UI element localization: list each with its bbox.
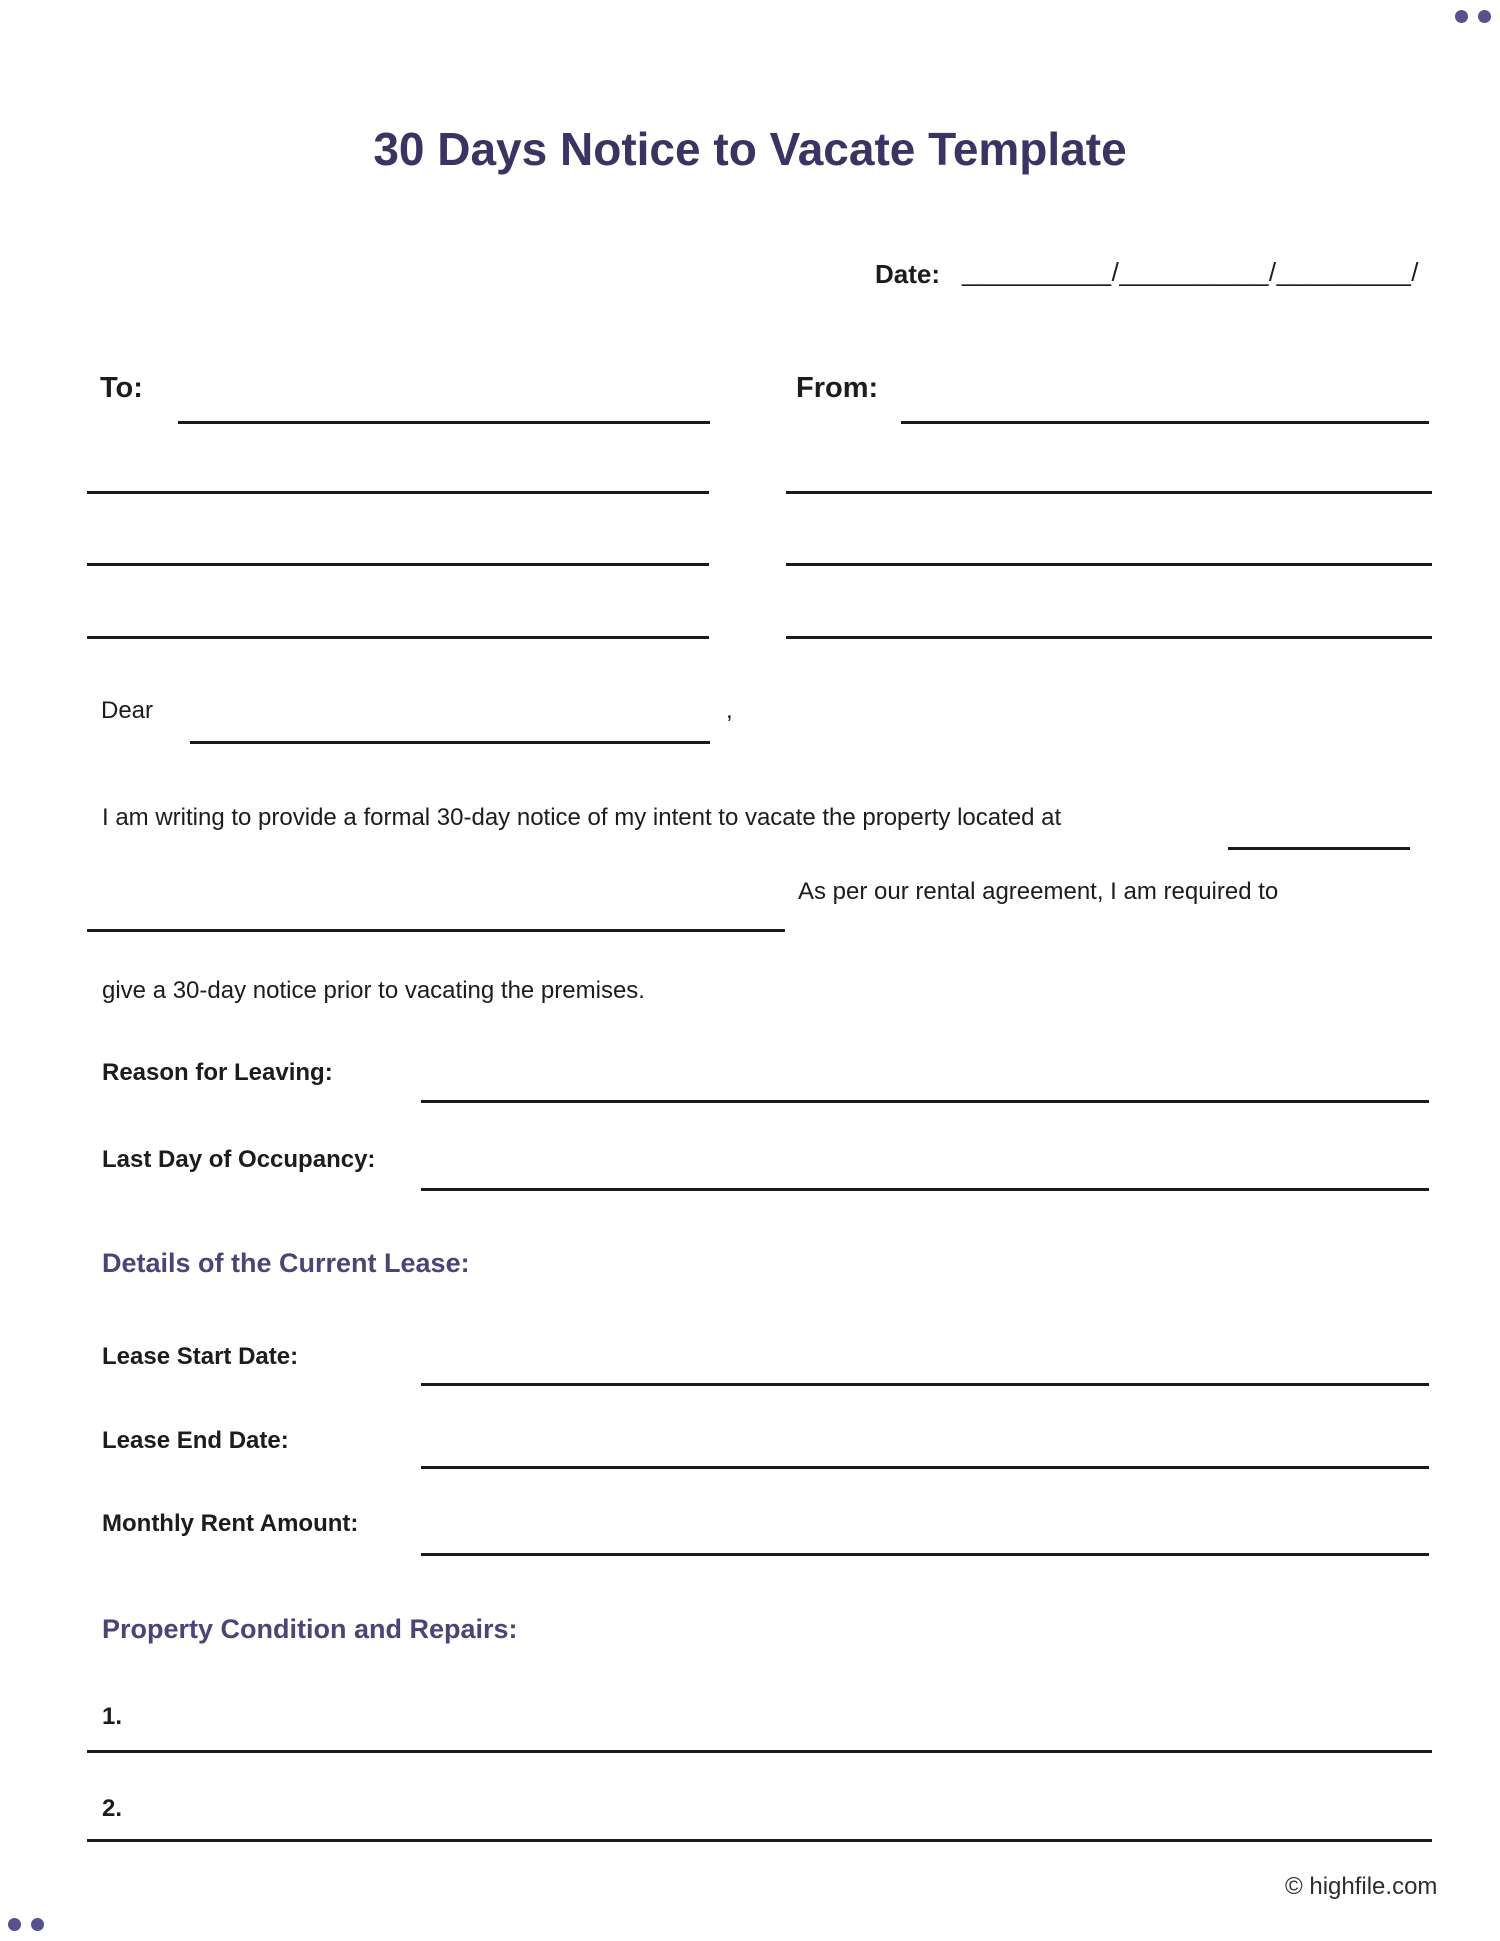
decorative-dot-icon bbox=[31, 1918, 44, 1931]
footer-credit: © highfile.com bbox=[1285, 1873, 1438, 1900]
to-label: To: bbox=[100, 372, 143, 404]
property-condition-heading: Property Condition and Repairs: bbox=[102, 1614, 518, 1644]
from-label: From: bbox=[796, 372, 879, 404]
decorative-dot-icon bbox=[1478, 10, 1491, 23]
to-name-blank[interactable] bbox=[178, 421, 710, 424]
property-address-blank-1[interactable] bbox=[1228, 847, 1410, 850]
monthly-rent-amount-label: Monthly Rent Amount: bbox=[102, 1510, 359, 1537]
lease-start-date-blank[interactable] bbox=[421, 1383, 1429, 1386]
repair-item-1-number: 1. bbox=[102, 1703, 123, 1730]
from-name-blank[interactable] bbox=[901, 421, 1429, 424]
from-address-blank-1[interactable] bbox=[786, 491, 1432, 494]
to-address-blank-1[interactable] bbox=[87, 491, 709, 494]
page-title: 30 Days Notice to Vacate Template bbox=[373, 123, 1127, 175]
from-address-blank-2[interactable] bbox=[786, 563, 1432, 566]
from-address-blank-3[interactable] bbox=[786, 636, 1432, 639]
reason-for-leaving-blank[interactable] bbox=[421, 1100, 1429, 1103]
decorative-dots-top-right bbox=[1455, 10, 1491, 23]
monthly-rent-amount-blank[interactable] bbox=[421, 1553, 1429, 1556]
salutation-name-blank[interactable] bbox=[190, 741, 710, 744]
date-blank[interactable]: __________/__________/_________/ bbox=[962, 257, 1420, 287]
reason-for-leaving-label: Reason for Leaving: bbox=[102, 1059, 333, 1086]
date-label: Date: bbox=[875, 259, 941, 289]
last-day-of-occupancy-label: Last Day of Occupancy: bbox=[102, 1146, 376, 1173]
property-address-blank-2[interactable] bbox=[87, 929, 785, 932]
body-line-3: give a 30-day notice prior to vacating the premises. bbox=[102, 977, 645, 1004]
lease-start-date-label: Lease Start Date: bbox=[102, 1343, 299, 1370]
body-line-1: I am writing to provide a formal 30-day notice of my intent to vacate the property located at bbox=[102, 804, 1062, 831]
repair-item-1-blank[interactable] bbox=[87, 1750, 1432, 1753]
last-day-of-occupancy-blank[interactable] bbox=[421, 1188, 1429, 1191]
decorative-dot-icon bbox=[8, 1918, 21, 1931]
repair-item-2-number: 2. bbox=[102, 1795, 123, 1822]
to-address-blank-2[interactable] bbox=[87, 563, 709, 566]
repair-item-2-blank[interactable] bbox=[87, 1839, 1432, 1842]
lease-end-date-label: Lease End Date: bbox=[102, 1427, 289, 1454]
lease-details-heading: Details of the Current Lease: bbox=[102, 1248, 470, 1278]
decorative-dots-bottom-left bbox=[8, 1918, 44, 1931]
body-line-2: As per our rental agreement, I am required to bbox=[798, 878, 1279, 905]
lease-end-date-blank[interactable] bbox=[421, 1466, 1429, 1469]
decorative-dot-icon bbox=[1455, 10, 1468, 23]
salutation-suffix: , bbox=[726, 697, 733, 724]
to-address-blank-3[interactable] bbox=[87, 636, 709, 639]
salutation-prefix: Dear bbox=[101, 697, 154, 724]
